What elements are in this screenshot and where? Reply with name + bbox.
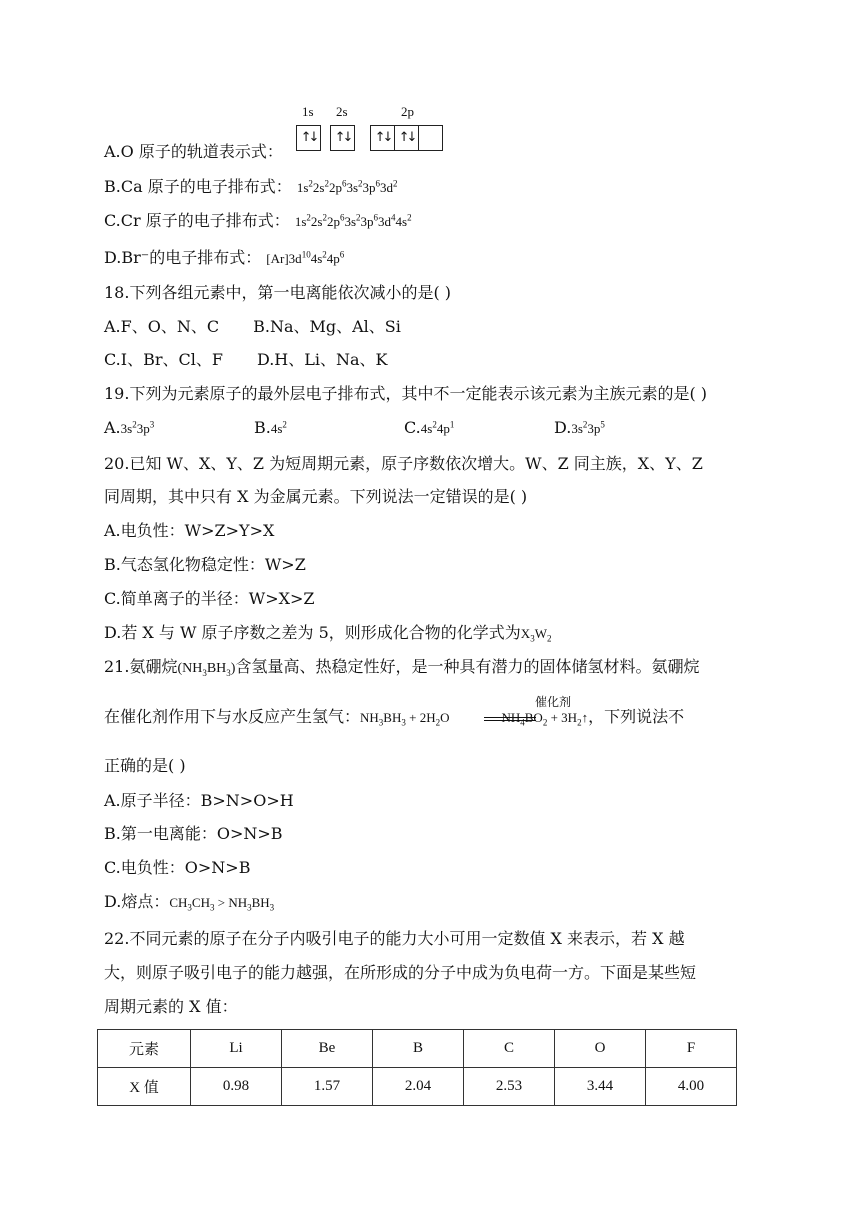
- q17-option-b: [104, 177, 398, 198]
- q20-option-c: C.简单离子的半径：W>X>Z: [104, 589, 315, 608]
- orbital-2p-cell-2: ↑↓: [395, 126, 419, 150]
- q18-option-b: B.Na、Mg、Al、Si: [253, 317, 401, 336]
- formula-br: $[Ar]3d^{10}4s^24p^6$: [266, 249, 345, 266]
- q18-option-d: D.H、Li、Na、K: [256, 350, 388, 369]
- formula-x3w2: $X_3W_2$: [520, 626, 552, 644]
- table-cell: 0.98: [191, 1068, 282, 1106]
- q17-option-a: [104, 142, 283, 162]
- q21-option-d: [104, 892, 274, 913]
- orbital-2s-cell: ↑↓: [334, 130, 351, 145]
- table-cell: O: [555, 1030, 646, 1068]
- q21-option-a: A.原子半径：B>N>O>H: [104, 791, 294, 810]
- orbital-label-1s: 1s: [302, 104, 314, 119]
- q20-option-d: [104, 623, 551, 644]
- q17-option-d: [104, 248, 344, 269]
- orbital-box-2s: [330, 125, 355, 151]
- q21-stem-b: 含氢量高、热稳定性好，是一种具有潜力的固体储氢材料。氨硼烷: [235, 657, 700, 676]
- q18-stem: 18.下列各组元素中，第一电离能依次减小的是( ): [104, 283, 452, 302]
- q18-options-ab: [104, 317, 401, 337]
- q19-option-d: $D.3s^23p^5$: [554, 418, 605, 437]
- formula-nh3bh3: $(NH_3BH_3)$: [177, 661, 236, 678]
- reaction-equation: $NH_3BH_3 + 2H_2O$ $NH_4BO_2$ + $3H_2↑$: [360, 710, 589, 728]
- q17-option-c: [104, 211, 412, 232]
- reaction-arrow: [484, 717, 536, 721]
- table-cell: C: [464, 1030, 555, 1068]
- q17-option-b-label: B.Ca 原子的电子排布式：: [104, 177, 292, 196]
- table-cell: 2.53: [464, 1068, 555, 1106]
- q17-option-a-label: A.O 原子的轨道表示式：: [104, 142, 283, 161]
- q19-option-b: $B.4s^2$: [254, 418, 287, 437]
- q19-stem: 19.下列为元素原子的最外层电子排布式，其中不一定能表示该元素为主族元素的是( ): [104, 384, 708, 403]
- table-cell: 元素: [98, 1030, 191, 1068]
- q19-option-c: $C.4s^24p^1$: [404, 418, 455, 437]
- q19-option-a: $A.3s^23p^3$: [104, 418, 155, 437]
- q17-option-c-label: C.Cr 原子的电子排布式：: [104, 211, 290, 230]
- table-cell: 4.00: [646, 1068, 737, 1106]
- q20-option-b: B.气态氢化物稳定性：W>Z: [104, 555, 306, 574]
- q20-stem-line2: 同周期，其中只有 X 为金属元素。下列说法一定错误的是( ): [104, 487, 528, 506]
- table-cell: F: [646, 1030, 737, 1068]
- q21-option-b: B.第一电离能：O>N>B: [104, 824, 283, 843]
- table-cell: Be: [282, 1030, 373, 1068]
- q21-stem-a: 21.氨硼烷: [104, 657, 178, 676]
- q20-stem-line1: 20.已知 W、X、Y、Z 为短周期元素，原子序数依次增大。W、Z 同主族，X、Y、Z: [104, 454, 703, 473]
- table-cell: 3.44: [555, 1068, 646, 1106]
- q18-options-cd: [104, 350, 388, 370]
- q21-stem-line3: 正确的是( ): [104, 756, 186, 775]
- q18-option-c: C.I、Br、Cl、F: [104, 350, 223, 369]
- catalyst-label: 催化剂: [535, 695, 572, 709]
- table-cell: X 值: [98, 1068, 191, 1106]
- orbital-box-2p: [370, 125, 443, 151]
- q21-stem-line1: [104, 657, 699, 679]
- orbital-label-2p: 2p: [401, 104, 414, 119]
- orbital-2p-cell-3: [419, 126, 442, 150]
- table-cell: Li: [191, 1030, 282, 1068]
- q20-option-d-label: D.若 X 与 W 原子序数之差为 5，则形成化合物的化学式为: [104, 623, 521, 642]
- table-cell: 2.04: [373, 1068, 464, 1106]
- orbital-2p-cell-1: ↑↓: [371, 126, 395, 150]
- q20-option-a: A.电负性：W>Z>Y>X: [104, 521, 275, 540]
- orbital-box-1s: [296, 125, 321, 151]
- table-cell: B: [373, 1030, 464, 1068]
- electronegativity-table: [97, 1029, 737, 1106]
- q21-option-d-label: D.熔点：: [104, 892, 170, 911]
- q17-option-d-label: D.Br⁻的电子排布式：: [104, 248, 262, 267]
- formula-ca: $1s^22s^22p^63s^23p^63d^2$: [296, 178, 398, 195]
- orbital-label-2s: 2s: [336, 104, 348, 119]
- q21-stem-c: 在催化剂作用下与水反应产生氢气：: [104, 707, 361, 726]
- q21-stem-line2: [104, 707, 684, 728]
- orbital-1s-cell: ↑↓: [300, 130, 317, 145]
- q22-stem-line2: 大，则原子吸引电子的能力越强，在所形成的分子中成为负电荷一方。下面是某些短: [104, 963, 697, 982]
- q21-option-c: C.电负性：O>N>B: [104, 858, 251, 877]
- q21-stem-d: ，下列说法不: [588, 707, 685, 726]
- q18-option-a: A.F、O、N、C: [104, 317, 220, 336]
- table-row: [98, 1068, 737, 1106]
- formula-cr: $1s^22s^22p^63s^23p^63d^44s^2$: [294, 212, 412, 229]
- formula-melting: $CH_3CH_3 > NH_3BH_3$: [169, 895, 275, 913]
- q22-stem-line1: 22.不同元素的原子在分子内吸引电子的能力大小可用一定数值 X 来表示，若 X 越: [104, 929, 685, 948]
- table-cell: 1.57: [282, 1068, 373, 1106]
- q22-stem-line3: 周期元素的 X 值：: [104, 997, 238, 1016]
- table-row: [98, 1030, 737, 1068]
